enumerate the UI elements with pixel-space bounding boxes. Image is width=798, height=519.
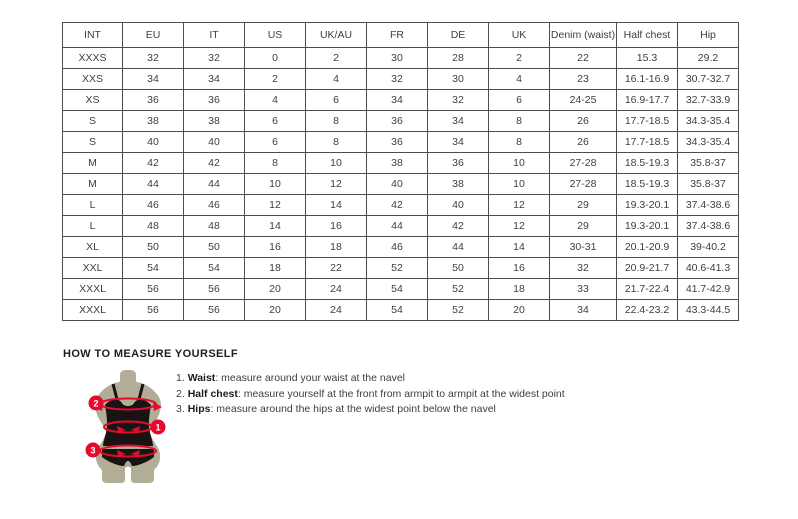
size-cell: 4: [306, 69, 367, 90]
size-cell: 18: [489, 279, 550, 300]
size-cell: 18.5-19.3: [617, 174, 678, 195]
size-cell: XL: [63, 237, 123, 258]
size-cell: 48: [123, 216, 184, 237]
size-row-xxxs: [63, 48, 739, 69]
measure-section-heading: HOW TO MEASURE YOURSELF: [63, 348, 239, 360]
size-cell: 29.2: [678, 48, 739, 69]
size-cell: 52: [428, 300, 489, 321]
column-header-it: IT: [184, 23, 245, 48]
column-header-uk-au: UK/AU: [306, 23, 367, 48]
measure-instruction: [176, 389, 565, 400]
size-row-l: [63, 216, 739, 237]
size-cell: 18.5-19.3: [617, 153, 678, 174]
size-cell: 16: [245, 237, 306, 258]
size-cell: XXXL: [63, 300, 123, 321]
size-cell: 44: [367, 216, 428, 237]
size-cell: 16: [489, 258, 550, 279]
size-cell: 32: [428, 90, 489, 111]
size-cell: M: [63, 153, 123, 174]
size-cell: S: [63, 132, 123, 153]
size-cell: 50: [428, 258, 489, 279]
size-cell: 32: [123, 48, 184, 69]
size-cell: 52: [367, 258, 428, 279]
column-header-eu: EU: [123, 23, 184, 48]
size-cell: XXXL: [63, 279, 123, 300]
size-cell: 4: [489, 69, 550, 90]
size-cell: 6: [245, 132, 306, 153]
size-cell: XS: [63, 90, 123, 111]
size-cell: 42: [184, 153, 245, 174]
size-cell: 2: [489, 48, 550, 69]
size-row-s: [63, 111, 739, 132]
size-cell: 40: [367, 174, 428, 195]
size-cell: 22: [550, 48, 617, 69]
size-cell: 32.7-33.9: [678, 90, 739, 111]
size-cell: 44: [184, 174, 245, 195]
size-cell: 46: [367, 237, 428, 258]
size-cell: 12: [245, 195, 306, 216]
size-row-xl: [63, 237, 739, 258]
measure-instruction: [176, 404, 565, 415]
size-cell: 33: [550, 279, 617, 300]
size-chart-header-row: [63, 23, 739, 48]
size-cell: 39-40.2: [678, 237, 739, 258]
size-cell: 50: [123, 237, 184, 258]
size-cell: 40.6-41.3: [678, 258, 739, 279]
size-cell: 24: [306, 279, 367, 300]
size-cell: 37.4-38.6: [678, 195, 739, 216]
size-cell: 56: [184, 300, 245, 321]
size-cell: 50: [184, 237, 245, 258]
instruction-number: 2.: [176, 387, 188, 400]
size-cell: 30.7-32.7: [678, 69, 739, 90]
size-cell: 28: [428, 48, 489, 69]
size-cell: 8: [306, 132, 367, 153]
size-cell: 35.8-37: [678, 174, 739, 195]
column-header-half-chest: Half chest: [617, 23, 678, 48]
size-cell: 54: [184, 258, 245, 279]
size-cell: 32: [367, 69, 428, 90]
size-cell: 24-25: [550, 90, 617, 111]
size-cell: 20.9-21.7: [617, 258, 678, 279]
column-header-hip: Hip: [678, 23, 739, 48]
size-row-m: [63, 174, 739, 195]
size-cell: 2: [245, 69, 306, 90]
size-cell: 26: [550, 132, 617, 153]
size-cell: 36: [184, 90, 245, 111]
measure-instructions-list: [176, 373, 565, 420]
size-cell: 18: [245, 258, 306, 279]
size-cell: 32: [184, 48, 245, 69]
size-cell: 8: [489, 111, 550, 132]
instruction-text: : measure yourself at the front from armpit to armpit at the widest point: [237, 387, 565, 400]
size-cell: 20: [245, 279, 306, 300]
size-cell: 12: [489, 216, 550, 237]
size-cell: 54: [367, 279, 428, 300]
size-cell: 52: [428, 279, 489, 300]
size-cell: 56: [123, 279, 184, 300]
size-cell: 43.3-44.5: [678, 300, 739, 321]
size-cell: 30-31: [550, 237, 617, 258]
size-cell: 54: [367, 300, 428, 321]
size-cell: 22: [306, 258, 367, 279]
size-cell: 40: [123, 132, 184, 153]
size-cell: XXXS: [63, 48, 123, 69]
instruction-label: Waist: [187, 372, 216, 384]
size-cell: 46: [123, 195, 184, 216]
size-cell: 34: [428, 132, 489, 153]
size-cell: 30: [428, 69, 489, 90]
size-cell: 26: [550, 111, 617, 132]
size-cell: 29: [550, 195, 617, 216]
size-cell: 19.3-20.1: [617, 195, 678, 216]
svg-text:1: 1: [155, 422, 161, 433]
size-cell: 21.7-22.4: [617, 279, 678, 300]
size-cell: 0: [245, 48, 306, 69]
size-cell: 36: [367, 132, 428, 153]
column-header-int: INT: [63, 23, 123, 48]
instruction-number: 1.: [176, 372, 188, 384]
size-cell: 2: [306, 48, 367, 69]
column-header-de: DE: [428, 23, 489, 48]
column-header-denim-waist-: Denim (waist): [550, 23, 617, 48]
size-cell: 8: [245, 153, 306, 174]
size-cell: XXL: [63, 258, 123, 279]
size-cell: 19.3-20.1: [617, 216, 678, 237]
column-header-fr: FR: [367, 23, 428, 48]
size-row-xxl: [63, 258, 739, 279]
size-cell: 41.7-42.9: [678, 279, 739, 300]
size-cell: 48: [184, 216, 245, 237]
size-cell: 44: [428, 237, 489, 258]
size-row-xs: [63, 90, 739, 111]
size-cell: 37.4-38.6: [678, 216, 739, 237]
size-cell: 32: [550, 258, 617, 279]
instruction-label: Hips: [187, 403, 211, 415]
size-cell: 18: [306, 237, 367, 258]
size-cell: 6: [245, 111, 306, 132]
size-cell: 10: [489, 153, 550, 174]
size-cell: 8: [489, 132, 550, 153]
size-cell: 23: [550, 69, 617, 90]
size-cell: 56: [123, 300, 184, 321]
size-cell: 34: [184, 69, 245, 90]
size-row-m: [63, 153, 739, 174]
size-cell: 38: [428, 174, 489, 195]
size-row-s: [63, 132, 739, 153]
size-row-xxs: [63, 69, 739, 90]
size-cell: 34: [367, 90, 428, 111]
size-cell: 6: [489, 90, 550, 111]
size-cell: 42: [428, 216, 489, 237]
size-cell: 14: [489, 237, 550, 258]
size-cell: 34.3-35.4: [678, 111, 739, 132]
size-cell: 46: [184, 195, 245, 216]
size-cell: 14: [306, 195, 367, 216]
size-cell: 20: [489, 300, 550, 321]
size-cell: S: [63, 111, 123, 132]
size-cell: 4: [245, 90, 306, 111]
size-cell: 22.4-23.2: [617, 300, 678, 321]
size-row-xxxl: [63, 279, 739, 300]
instruction-label: Half chest: [187, 387, 238, 400]
size-cell: XXS: [63, 69, 123, 90]
size-cell: M: [63, 174, 123, 195]
waist-badge: [151, 420, 166, 435]
size-cell: 15.3: [617, 48, 678, 69]
size-cell: 16.9-17.7: [617, 90, 678, 111]
size-cell: 38: [184, 111, 245, 132]
size-cell: L: [63, 195, 123, 216]
size-cell: 17.7-18.5: [617, 111, 678, 132]
size-cell: 17.7-18.5: [617, 132, 678, 153]
mannequin-measure-illustration: [80, 369, 176, 485]
size-cell: 38: [123, 111, 184, 132]
size-chart-table: [62, 22, 739, 321]
instruction-text: : measure around your waist at the navel: [215, 372, 405, 384]
size-cell: L: [63, 216, 123, 237]
size-cell: 20: [245, 300, 306, 321]
size-cell: 34: [123, 69, 184, 90]
size-cell: 10: [245, 174, 306, 195]
size-cell: 27-28: [550, 153, 617, 174]
measure-instruction: [176, 373, 565, 384]
column-header-us: US: [245, 23, 306, 48]
size-cell: 42: [123, 153, 184, 174]
size-cell: 20.1-20.9: [617, 237, 678, 258]
size-cell: 54: [123, 258, 184, 279]
size-cell: 44: [123, 174, 184, 195]
size-cell: 29: [550, 216, 617, 237]
size-cell: 38: [367, 153, 428, 174]
instruction-number: 3.: [176, 403, 188, 415]
size-cell: 42: [367, 195, 428, 216]
size-cell: 27-28: [550, 174, 617, 195]
size-cell: 6: [306, 90, 367, 111]
size-cell: 34.3-35.4: [678, 132, 739, 153]
size-cell: 12: [489, 195, 550, 216]
size-cell: 56: [184, 279, 245, 300]
size-cell: 24: [306, 300, 367, 321]
size-cell: 30: [367, 48, 428, 69]
size-cell: 14: [245, 216, 306, 237]
size-cell: 34: [428, 111, 489, 132]
svg-text:3: 3: [90, 445, 96, 456]
size-cell: 40: [184, 132, 245, 153]
size-cell: 36: [123, 90, 184, 111]
size-cell: 35.8-37: [678, 153, 739, 174]
size-row-l: [63, 195, 739, 216]
size-cell: 10: [489, 174, 550, 195]
size-cell: 16: [306, 216, 367, 237]
chest-badge: [89, 396, 104, 411]
size-cell: 40: [428, 195, 489, 216]
svg-text:2: 2: [93, 398, 99, 409]
hips-badge: [86, 443, 101, 458]
instruction-text: : measure around the hips at the widest point below the navel: [210, 403, 496, 415]
size-cell: 36: [367, 111, 428, 132]
size-cell: 12: [306, 174, 367, 195]
size-cell: 16.1-16.9: [617, 69, 678, 90]
size-cell: 10: [306, 153, 367, 174]
size-cell: 34: [550, 300, 617, 321]
size-cell: 36: [428, 153, 489, 174]
size-cell: 8: [306, 111, 367, 132]
size-row-xxxl: [63, 300, 739, 321]
column-header-uk: UK: [489, 23, 550, 48]
